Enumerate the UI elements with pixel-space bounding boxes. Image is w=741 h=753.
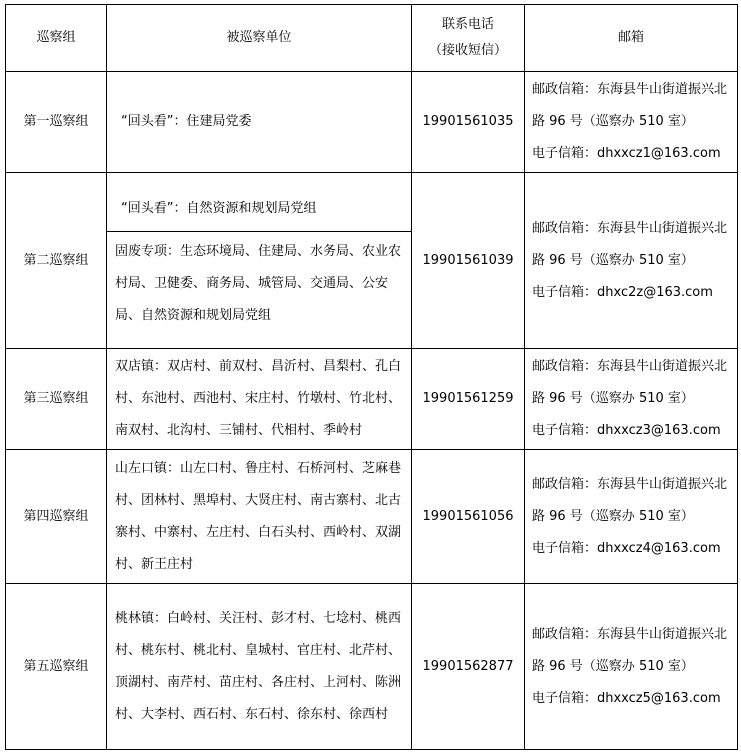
mail-cell: [525, 349, 738, 450]
table-row: [6, 349, 738, 450]
unit-cell: 双店镇：双店村、前双村、昌沂村、昌梨村、孔白村、东池村、西池村、宋庄村、竹墩村、竹北村、南双村、北沟村、三铺村、代相村、季岭村: [107, 349, 412, 450]
mail-cell: [525, 584, 738, 750]
phone-cell: 19901561259: [412, 349, 525, 450]
email-line: 电子信箱：dhxxcz5@163.com: [532, 690, 721, 706]
unit-special: 固废专项：生态环境局、住建局、水务局、农业农村局、卫健委、商务局、城管局、交通局、公安局、自然资源和规划局党组: [115, 244, 402, 323]
table-row: [6, 173, 738, 349]
phone-cell: 19901562877: [412, 584, 525, 750]
group-cell: 第四巡察组: [6, 450, 107, 584]
postal-line1: 邮政信箱：东海县牛山街道振兴北: [532, 626, 728, 642]
unit-review: “回头看”：自然资源和规划局党组: [121, 201, 317, 216]
table-row: [6, 72, 738, 173]
header-group: 巡察组: [6, 5, 107, 72]
group-cell: 第二巡察组: [6, 173, 107, 349]
header-phone: [412, 5, 525, 72]
phone-cell: 19901561056: [412, 450, 525, 584]
header-phone-line2: （接收短信）: [428, 43, 507, 58]
mail-cell: [525, 450, 738, 584]
header-mail: 邮箱: [525, 5, 738, 72]
postal-line1: 邮政信箱：东海县牛山街道振兴北: [532, 359, 728, 374]
unit-cell: [107, 173, 412, 349]
email-line: 电子信箱：dhxc2z@163.com: [532, 284, 713, 300]
mail-cell: [525, 72, 738, 173]
email-line: 电子信箱：dhxxcz4@163.com: [532, 540, 721, 556]
phone-cell: 19901561035: [412, 72, 525, 173]
email-line: 电子信箱：dhxxcz3@163.com: [532, 423, 721, 438]
header-row: [6, 5, 738, 72]
postal-line2: 路 96 号（巡察办 510 室）: [532, 252, 694, 268]
postal-line2: 路 96 号（巡察办 510 室）: [532, 508, 694, 524]
phone-cell: 19901561039: [412, 173, 525, 349]
postal-line2: 路 96 号（巡察办 510 室）: [532, 391, 694, 406]
table-row: [6, 450, 738, 584]
unit-cell: 山左口镇：山左口村、鲁庄村、石桥河村、芝麻巷村、团林村、黑埠村、大贤庄村、南古寨村、北古寨村、中寨村、左庄村、白石头村、西岭村、双湖村、新王庄村: [107, 450, 412, 584]
postal-line2: 路 96 号（巡察办 510 室）: [532, 658, 694, 674]
group-cell: 第三巡察组: [6, 349, 107, 450]
group-cell: 第一巡察组: [6, 72, 107, 173]
postal-line2: 路 96 号（巡察办 510 室）: [532, 114, 694, 129]
header-phone-line1: 联系电话: [441, 17, 494, 32]
mail-cell: [525, 173, 738, 349]
inspection-contact-table: [5, 4, 738, 750]
unit-cell: 桃林镇：白岭村、关汪村、彭才村、七埝村、桃西村、桃东村、桃北村、皇城村、官庄村、北芹村、顶湖村、南芹村、苗庄村、各庄村、上河村、陈洲村、大李村、西石村、东石村、徐东村、徐西村: [107, 584, 412, 750]
unit-cell: “回头看”：住建局党委: [107, 72, 412, 173]
postal-line1: 邮政信箱：东海县牛山街道振兴北: [532, 220, 728, 236]
email-line: 电子信箱：dhxxcz1@163.com: [532, 146, 721, 161]
header-unit: 被巡察单位: [107, 5, 412, 72]
postal-line1: 邮政信箱：东海县牛山街道振兴北: [532, 476, 728, 492]
group-cell: 第五巡察组: [6, 584, 107, 750]
postal-line1: 邮政信箱：东海县牛山街道振兴北: [532, 82, 728, 97]
table-row: [6, 584, 738, 750]
